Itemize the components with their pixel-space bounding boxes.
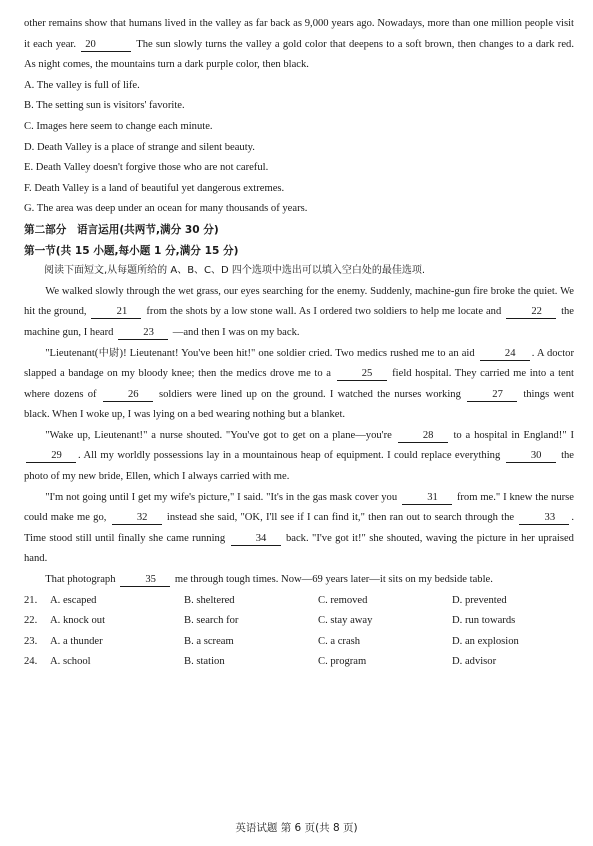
story-text: instead she said, "OK, I'll see if I can find it," then ran out to search through the: [166, 512, 515, 524]
choice-a: A. knock out: [50, 615, 106, 627]
choice-d: D. prevented: [452, 594, 507, 606]
blank-20: 20: [81, 38, 131, 52]
blank-33: 33: [519, 511, 569, 525]
choice-b: B. search for: [184, 615, 239, 627]
story-text: —and then I was on my back.: [172, 326, 300, 338]
choice-c: C. a crash: [318, 635, 361, 647]
option-b: B. The setting sun is visitors' favorite.: [24, 100, 185, 112]
blank-29: 29: [26, 449, 76, 463]
passage-end-paragraph: [24, 14, 574, 76]
question-number: 22.: [24, 615, 38, 627]
question-number: 21.: [24, 594, 38, 606]
story-text: We walked slowly through the wet grass, our eyes searching for the enemy. Suddenly, machine-gun fire broke the quiet. We hit the ground,: [24, 285, 574, 318]
story-text: soldiers were lined up on the ground. I watched the nurses working: [158, 388, 461, 400]
blank-23: 23: [118, 326, 168, 340]
choice-b: B. a scream: [184, 635, 234, 647]
choice-a: A. escaped: [50, 594, 97, 606]
story-text: to a hospital in England!" I: [453, 429, 574, 441]
part-title: 第二部分 语言运用(共两节,满分 30 分): [24, 223, 219, 236]
choice-row-23: [24, 632, 574, 653]
choice-row-22: [24, 611, 574, 632]
story-paragraph-4: [24, 488, 574, 570]
option-g: G. The area was deep under an ocean for many thousands of years.: [24, 203, 308, 215]
option-list: [24, 76, 574, 220]
choice-d: D. an explosion: [452, 635, 519, 647]
choice-row-24: [24, 652, 574, 673]
story-text: the machine gun, I heard: [24, 306, 575, 338]
option-f: F. Death Valley is a land of beautiful yet dangerous extremes.: [24, 182, 285, 194]
story-paragraph-3: [24, 426, 574, 488]
story-text: back. "I've got it!" she shouted, waving the picture in her upraised hand.: [24, 532, 574, 565]
blank-26: 26: [103, 388, 153, 402]
choice-b: B. sheltered: [184, 594, 235, 606]
choice-d: D. run towards: [452, 615, 516, 627]
blank-35: 35: [120, 573, 170, 587]
blank-21: 21: [91, 305, 141, 319]
story-paragraph-2: [24, 344, 574, 426]
story-paragraph-5: [24, 570, 574, 591]
choice-a: A. school: [50, 656, 91, 668]
question-number: 24.: [24, 656, 38, 668]
story-text: "Wake up, Lieutenant!" a nurse shouted. "You've got to get on a plane—you're: [45, 429, 392, 441]
option-a: A. The valley is full of life.: [24, 79, 140, 91]
story-text: That photograph: [45, 574, 116, 586]
story-text: )! Lieutenant! You've been hit!" one soldier cried. Two medics rushed me to an aid: [119, 347, 475, 359]
story-paragraph-1: [24, 282, 574, 344]
choice-d: D. advisor: [452, 656, 497, 668]
choice-a: A. a thunder: [50, 635, 103, 647]
story-text: "Lieutenant(: [45, 347, 99, 359]
option-d: D. Death Valley is a place of strange and silent beauty.: [24, 141, 255, 153]
blank-28: 28: [398, 429, 448, 443]
story-text: the photo of my new bride, Ellen, which I always carried with me.: [24, 450, 575, 483]
passage-text: other remains show that humans lived in the valley as far back as 9,000 years ago. Nowadays, more than one million people visit it each year.: [24, 18, 574, 50]
blank-34: 34: [231, 532, 281, 546]
blank-24: 24: [480, 347, 530, 361]
story-text: things went black. When I woke up, I was lying on a bed wearing nothing but a blanket.: [24, 388, 575, 421]
page-content: [24, 14, 574, 673]
story-text: . A doctor slapped a bandage on my bloody knee; then the medics drove me to a: [24, 347, 575, 380]
story-text: from the shots by a low stone wall. As I ordered two soldiers to help me locate and: [146, 306, 502, 318]
blank-32: 32: [112, 511, 162, 525]
choice-c: C. stay away: [318, 615, 373, 627]
choice-c: C. removed: [318, 594, 368, 606]
blank-25: 25: [337, 367, 387, 381]
story-text: . Time stood still until finally she came running: [24, 512, 574, 544]
blank-22: 22: [506, 305, 556, 319]
chinese-gloss: 中尉: [98, 347, 120, 359]
blank-30: 30: [506, 449, 556, 463]
story-text: from me." I knew the nurse could make me go,: [24, 491, 574, 524]
page-footer: 英语试题 第 6 页(共 8 页): [235, 822, 358, 834]
story-text: . All my worldly possessions lay in a mountainous heap of equipment. I could replace everything: [78, 450, 501, 462]
blank-27: 27: [467, 388, 517, 402]
section-title: 第一节(共 15 小题,每小题 1 分,满分 15 分): [24, 244, 239, 257]
option-c: C. Images here seem to change each minute.: [24, 120, 213, 132]
story-text: "I'm not going until I get my wife's picture," I said. "It's in the gas mask cover you: [45, 491, 398, 503]
instruction: 阅读下面短文,从每题所给的 A、B、C、D 四个选项中选出可以填入空白处的最佳选项.: [44, 265, 426, 277]
choice-row-21: [24, 591, 574, 612]
answer-choices: [24, 591, 574, 673]
choice-c: C. program: [318, 656, 367, 668]
option-e: E. Death Valley doesn't forgive those who are not careful.: [24, 162, 269, 174]
question-number: 23.: [24, 635, 38, 647]
choice-b: B. station: [184, 656, 225, 668]
story-text: field hospital. They carried me into a tent where dozens of: [24, 368, 574, 400]
passage-text: The sun slowly turns the valley a gold color that deepens to a soft brown, then changes to a dark red. As night comes, the mountains turn a dark purple color, then black.: [24, 38, 574, 71]
blank-31: 31: [402, 491, 452, 505]
story-text: me through tough times. Now—69 years later—it sits on my bedside table.: [174, 574, 493, 586]
